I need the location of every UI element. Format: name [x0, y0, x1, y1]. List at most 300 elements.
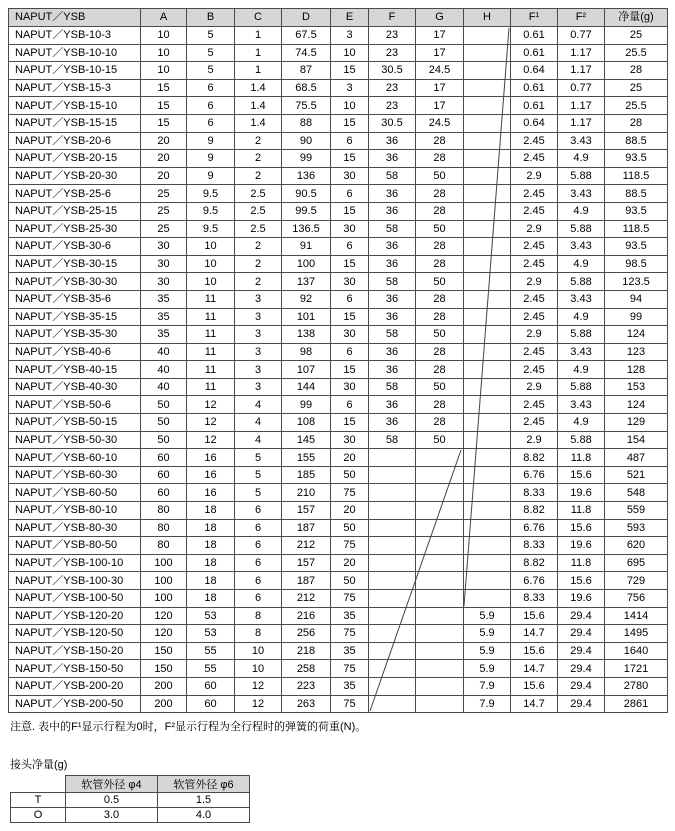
value-cell: 1.17 — [558, 62, 605, 80]
value-cell: 8 — [235, 607, 282, 625]
value-cell — [464, 185, 511, 203]
table-row — [9, 150, 668, 168]
value-cell: 1414 — [605, 607, 668, 625]
value-cell: 28 — [416, 343, 464, 361]
model-name-cell: NAPUT／YSB-40-6 — [9, 343, 141, 361]
value-cell: 11.8 — [558, 502, 605, 520]
value-cell — [416, 677, 464, 695]
value-cell: 23 — [369, 79, 416, 97]
value-cell: 216 — [282, 607, 331, 625]
value-cell: 108 — [282, 414, 331, 432]
value-cell: 4.9 — [558, 361, 605, 379]
model-name-cell: NAPUT／YSB-60-30 — [9, 466, 141, 484]
value-cell — [369, 449, 416, 467]
value-cell: 118.5 — [605, 220, 668, 238]
value-cell: 2.5 — [235, 185, 282, 203]
value-cell: 1.17 — [558, 114, 605, 132]
value-cell: 75 — [331, 590, 369, 608]
value-cell: 6 — [235, 537, 282, 555]
value-cell — [464, 326, 511, 344]
table-row — [9, 519, 668, 537]
model-column-header: NAPUT／YSB — [9, 9, 141, 27]
value-cell: 9.5 — [187, 220, 235, 238]
value-cell — [464, 449, 511, 467]
value-cell: 11 — [187, 343, 235, 361]
value-cell: 36 — [369, 150, 416, 168]
value-cell: 93.5 — [605, 150, 668, 168]
value-cell: 2 — [235, 273, 282, 291]
value-cell: 129 — [605, 414, 668, 432]
value-cell: 15 — [331, 202, 369, 220]
value-cell: 14.7 — [511, 625, 558, 643]
value-cell: 10 — [235, 660, 282, 678]
value-cell: 16 — [187, 449, 235, 467]
value-cell — [416, 466, 464, 484]
value-cell: 28 — [416, 132, 464, 150]
model-name-cell: NAPUT／YSB-20-30 — [9, 167, 141, 185]
value-cell: 11.8 — [558, 449, 605, 467]
value-cell: 58 — [369, 378, 416, 396]
value-cell — [416, 625, 464, 643]
value-cell: 2.45 — [511, 238, 558, 256]
value-cell: 80 — [141, 502, 187, 520]
value-cell: 12 — [187, 396, 235, 414]
model-name-cell: NAPUT／YSB-40-15 — [9, 361, 141, 379]
value-cell: 23 — [369, 44, 416, 62]
value-cell: 19.6 — [558, 590, 605, 608]
value-cell: 50 — [141, 431, 187, 449]
value-cell: 60 — [141, 484, 187, 502]
value-cell — [464, 273, 511, 291]
value-cell: 6 — [331, 132, 369, 150]
value-cell: 24.5 — [416, 114, 464, 132]
value-cell — [464, 132, 511, 150]
value-cell: 6 — [187, 97, 235, 115]
value-cell: 2.45 — [511, 308, 558, 326]
value-cell: 223 — [282, 677, 331, 695]
table-row — [9, 502, 668, 520]
table-row — [9, 642, 668, 660]
joint-value-cell: 1.5 — [158, 793, 250, 808]
value-cell: 187 — [282, 572, 331, 590]
value-cell: 35 — [141, 326, 187, 344]
value-cell: 28 — [416, 185, 464, 203]
value-cell: 15.6 — [511, 642, 558, 660]
value-cell: 30 — [331, 273, 369, 291]
value-cell — [369, 554, 416, 572]
value-cell: 11 — [187, 308, 235, 326]
value-cell: 5 — [187, 27, 235, 45]
value-cell: 2.45 — [511, 290, 558, 308]
model-name-cell: NAPUT／YSB-100-10 — [9, 554, 141, 572]
value-cell: 756 — [605, 590, 668, 608]
value-cell: 7.9 — [464, 677, 511, 695]
value-cell: 9 — [187, 132, 235, 150]
model-name-cell: NAPUT／YSB-25-30 — [9, 220, 141, 238]
value-cell: 15 — [141, 79, 187, 97]
value-cell: 30 — [141, 238, 187, 256]
value-cell: 2 — [235, 167, 282, 185]
table-row — [9, 185, 668, 203]
value-cell: 2.45 — [511, 185, 558, 203]
model-name-cell: NAPUT／YSB-20-15 — [9, 150, 141, 168]
value-cell: 12 — [187, 431, 235, 449]
value-cell: 74.5 — [282, 44, 331, 62]
value-cell: 2.45 — [511, 202, 558, 220]
value-cell — [464, 167, 511, 185]
value-cell: 157 — [282, 554, 331, 572]
value-cell: 9.5 — [187, 202, 235, 220]
table-row — [9, 79, 668, 97]
model-name-cell: NAPUT／YSB-35-6 — [9, 290, 141, 308]
value-cell: 98 — [282, 343, 331, 361]
model-name-cell: NAPUT／YSB-120-50 — [9, 625, 141, 643]
value-cell: 128 — [605, 361, 668, 379]
value-cell: 1.4 — [235, 114, 282, 132]
value-cell: 5.88 — [558, 326, 605, 344]
value-cell: 2 — [235, 132, 282, 150]
value-cell: 5.9 — [464, 607, 511, 625]
value-cell: 6 — [331, 396, 369, 414]
model-name-cell: NAPUT／YSB-200-20 — [9, 677, 141, 695]
model-name-cell: NAPUT／YSB-50-30 — [9, 431, 141, 449]
spec-table — [8, 8, 668, 713]
value-cell: 36 — [369, 414, 416, 432]
value-cell: 17 — [416, 97, 464, 115]
value-cell: 16 — [187, 466, 235, 484]
value-cell: 2.45 — [511, 414, 558, 432]
value-cell: 12 — [187, 414, 235, 432]
value-cell: 8 — [235, 625, 282, 643]
model-name-cell: NAPUT／YSB-100-30 — [9, 572, 141, 590]
value-cell: 3 — [235, 326, 282, 344]
value-cell: 36 — [369, 132, 416, 150]
value-cell: 29.4 — [558, 642, 605, 660]
value-cell: 36 — [369, 308, 416, 326]
value-cell — [416, 572, 464, 590]
value-cell: 10 — [331, 97, 369, 115]
table-row — [9, 660, 668, 678]
value-cell: 36 — [369, 361, 416, 379]
value-cell: 6 — [187, 114, 235, 132]
value-cell: 20 — [331, 449, 369, 467]
value-cell: 18 — [187, 590, 235, 608]
table-row — [9, 44, 668, 62]
value-cell: 1.17 — [558, 44, 605, 62]
table-row — [9, 273, 668, 291]
value-cell: 55 — [187, 660, 235, 678]
value-cell: 1 — [235, 44, 282, 62]
value-cell: 258 — [282, 660, 331, 678]
joint-table-row — [11, 808, 250, 823]
table-row — [9, 114, 668, 132]
value-cell: 124 — [605, 396, 668, 414]
value-cell: 8.82 — [511, 502, 558, 520]
value-cell — [416, 449, 464, 467]
value-cell: 107 — [282, 361, 331, 379]
spec-table-wrap — [8, 8, 667, 713]
value-cell — [464, 343, 511, 361]
model-name-cell: NAPUT／YSB-80-50 — [9, 537, 141, 555]
value-cell: 30 — [331, 326, 369, 344]
value-cell: 559 — [605, 502, 668, 520]
value-cell: 2.9 — [511, 167, 558, 185]
value-cell: 212 — [282, 537, 331, 555]
value-cell: 3 — [235, 378, 282, 396]
model-name-cell: NAPUT／YSB-25-6 — [9, 185, 141, 203]
value-cell: 5.88 — [558, 431, 605, 449]
value-cell: 1721 — [605, 660, 668, 678]
value-cell — [464, 590, 511, 608]
value-cell — [464, 554, 511, 572]
value-cell: 28 — [416, 361, 464, 379]
value-cell: 29.4 — [558, 607, 605, 625]
value-cell: 6 — [187, 79, 235, 97]
model-name-cell: NAPUT／YSB-15-15 — [9, 114, 141, 132]
value-cell — [369, 677, 416, 695]
table-row — [9, 202, 668, 220]
value-cell: 50 — [141, 414, 187, 432]
spec-header-row — [9, 9, 668, 27]
value-cell: 2 — [235, 238, 282, 256]
model-name-cell: NAPUT／YSB-30-15 — [9, 255, 141, 273]
model-name-cell: NAPUT／YSB-10-10 — [9, 44, 141, 62]
joint-weight-table — [10, 775, 250, 823]
table-row — [9, 449, 668, 467]
column-header: D — [282, 9, 331, 27]
value-cell: 18 — [187, 572, 235, 590]
value-cell: 124 — [605, 326, 668, 344]
value-cell: 36 — [369, 238, 416, 256]
value-cell: 87 — [282, 62, 331, 80]
value-cell: 25.5 — [605, 97, 668, 115]
value-cell: 2.45 — [511, 132, 558, 150]
value-cell: 5 — [187, 44, 235, 62]
value-cell: 17 — [416, 44, 464, 62]
value-cell: 2.9 — [511, 220, 558, 238]
value-cell — [464, 27, 511, 45]
value-cell: 50 — [416, 431, 464, 449]
value-cell — [464, 572, 511, 590]
spec-table-body — [9, 27, 668, 713]
value-cell: 15 — [331, 414, 369, 432]
value-cell: 4.9 — [558, 255, 605, 273]
value-cell — [416, 554, 464, 572]
joint-value-cell: 0.5 — [66, 793, 158, 808]
value-cell: 58 — [369, 220, 416, 238]
value-cell: 5 — [235, 484, 282, 502]
value-cell: 53 — [187, 607, 235, 625]
table-row — [9, 677, 668, 695]
value-cell: 3 — [235, 361, 282, 379]
value-cell: 3.43 — [558, 185, 605, 203]
value-cell: 101 — [282, 308, 331, 326]
joint-table-title: 接头净量(g) — [10, 759, 68, 772]
value-cell: 695 — [605, 554, 668, 572]
value-cell: 36 — [369, 185, 416, 203]
value-cell — [369, 660, 416, 678]
value-cell: 6 — [331, 343, 369, 361]
value-cell: 0.64 — [511, 62, 558, 80]
table-row — [9, 695, 668, 713]
value-cell: 3.43 — [558, 343, 605, 361]
value-cell: 1.17 — [558, 97, 605, 115]
value-cell: 12 — [235, 695, 282, 713]
value-cell: 2 — [235, 150, 282, 168]
column-header: A — [141, 9, 187, 27]
value-cell: 9 — [187, 150, 235, 168]
value-cell: 521 — [605, 466, 668, 484]
value-cell — [464, 238, 511, 256]
model-name-cell: NAPUT／YSB-15-10 — [9, 97, 141, 115]
value-cell — [464, 361, 511, 379]
value-cell: 20 — [331, 554, 369, 572]
value-cell — [464, 519, 511, 537]
value-cell: 5.9 — [464, 642, 511, 660]
value-cell: 0.77 — [558, 27, 605, 45]
value-cell: 137 — [282, 273, 331, 291]
value-cell: 123 — [605, 343, 668, 361]
value-cell: 16 — [187, 484, 235, 502]
value-cell — [416, 642, 464, 660]
value-cell: 36 — [369, 255, 416, 273]
value-cell — [464, 396, 511, 414]
value-cell — [369, 695, 416, 713]
value-cell — [369, 484, 416, 502]
value-cell: 25.5 — [605, 44, 668, 62]
value-cell: 11 — [187, 361, 235, 379]
table-row — [9, 290, 668, 308]
value-cell: 4.9 — [558, 150, 605, 168]
joint-column-header: 软管外径 φ6 — [158, 776, 250, 793]
value-cell: 50 — [416, 273, 464, 291]
value-cell: 4 — [235, 431, 282, 449]
value-cell: 4 — [235, 414, 282, 432]
value-cell: 5.9 — [464, 625, 511, 643]
value-cell: 3.43 — [558, 290, 605, 308]
table-row — [9, 308, 668, 326]
value-cell: 120 — [141, 607, 187, 625]
value-cell: 7.9 — [464, 695, 511, 713]
value-cell: 0.61 — [511, 44, 558, 62]
value-cell: 2.9 — [511, 378, 558, 396]
value-cell: 50 — [416, 378, 464, 396]
value-cell: 118.5 — [605, 167, 668, 185]
value-cell: 2.9 — [511, 326, 558, 344]
value-cell: 28 — [416, 150, 464, 168]
joint-column-header: 软管外径 φ4 — [66, 776, 158, 793]
value-cell: 25 — [141, 202, 187, 220]
value-cell: 15 — [331, 361, 369, 379]
model-name-cell: NAPUT／YSB-200-50 — [9, 695, 141, 713]
value-cell: 9.5 — [187, 185, 235, 203]
value-cell: 144 — [282, 378, 331, 396]
value-cell: 15 — [331, 114, 369, 132]
value-cell: 136 — [282, 167, 331, 185]
value-cell: 4 — [235, 396, 282, 414]
value-cell: 18 — [187, 537, 235, 555]
value-cell: 3 — [235, 290, 282, 308]
joint-row-label: T — [11, 793, 66, 808]
model-name-cell: NAPUT／YSB-60-50 — [9, 484, 141, 502]
column-header: E — [331, 9, 369, 27]
value-cell — [464, 466, 511, 484]
table-row — [9, 220, 668, 238]
value-cell: 50 — [331, 519, 369, 537]
value-cell: 4.9 — [558, 414, 605, 432]
value-cell: 80 — [141, 537, 187, 555]
value-cell: 30 — [331, 220, 369, 238]
value-cell: 29.4 — [558, 677, 605, 695]
value-cell: 5 — [187, 62, 235, 80]
value-cell: 6 — [235, 519, 282, 537]
joint-value-cell: 3.0 — [66, 808, 158, 823]
model-name-cell: NAPUT／YSB-50-15 — [9, 414, 141, 432]
value-cell: 60 — [187, 695, 235, 713]
value-cell: 68.5 — [282, 79, 331, 97]
value-cell: 90 — [282, 132, 331, 150]
value-cell: 8.82 — [511, 554, 558, 572]
value-cell: 9 — [187, 167, 235, 185]
value-cell: 36 — [369, 290, 416, 308]
value-cell: 212 — [282, 590, 331, 608]
value-cell — [416, 660, 464, 678]
value-cell — [464, 79, 511, 97]
table-row — [9, 466, 668, 484]
joint-table-row — [11, 793, 250, 808]
value-cell: 256 — [282, 625, 331, 643]
table-row — [9, 343, 668, 361]
value-cell: 50 — [331, 572, 369, 590]
table-row — [9, 572, 668, 590]
value-cell: 50 — [331, 466, 369, 484]
table-row — [9, 132, 668, 150]
column-header: 净量(g) — [605, 9, 668, 27]
value-cell: 75 — [331, 660, 369, 678]
value-cell: 6 — [235, 590, 282, 608]
value-cell: 18 — [187, 502, 235, 520]
table-row — [9, 167, 668, 185]
value-cell: 30.5 — [369, 62, 416, 80]
value-cell — [416, 519, 464, 537]
value-cell — [369, 607, 416, 625]
value-cell: 20 — [331, 502, 369, 520]
value-cell: 0.77 — [558, 79, 605, 97]
joint-value-cell: 4.0 — [158, 808, 250, 823]
value-cell: 30 — [141, 273, 187, 291]
value-cell — [369, 537, 416, 555]
column-header: H — [464, 9, 511, 27]
value-cell: 157 — [282, 502, 331, 520]
table-row — [9, 537, 668, 555]
value-cell: 12 — [235, 677, 282, 695]
value-cell — [416, 607, 464, 625]
table-row — [9, 414, 668, 432]
value-cell: 6.76 — [511, 466, 558, 484]
value-cell: 29.4 — [558, 695, 605, 713]
value-cell: 10 — [331, 44, 369, 62]
value-cell: 8.33 — [511, 590, 558, 608]
value-cell: 8.82 — [511, 449, 558, 467]
table-row — [9, 361, 668, 379]
model-name-cell: NAPUT／YSB-50-6 — [9, 396, 141, 414]
value-cell: 2.9 — [511, 273, 558, 291]
model-name-cell: NAPUT／YSB-35-30 — [9, 326, 141, 344]
value-cell: 10 — [187, 255, 235, 273]
value-cell: 75 — [331, 625, 369, 643]
value-cell: 6 — [331, 290, 369, 308]
joint-header-row — [11, 776, 250, 793]
